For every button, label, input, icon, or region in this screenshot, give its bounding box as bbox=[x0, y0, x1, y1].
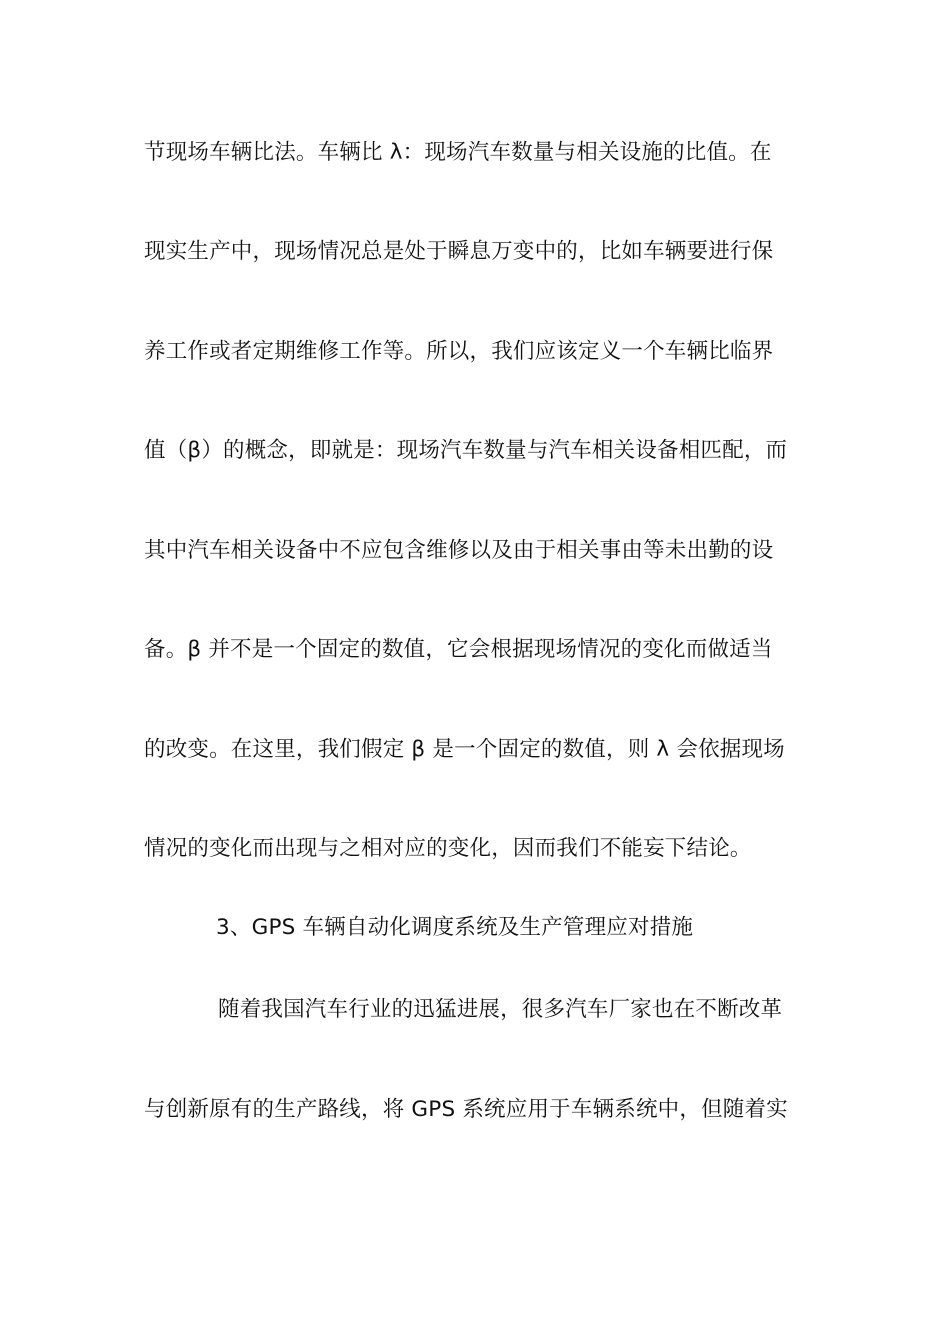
body-text-line: 备。β 并不是一个固定的数值，它会根据现场情况的变化而做适当 bbox=[144, 637, 773, 662]
body-text-line: 的改变。在这里，我们假定 β 是一个固定的数值，则 λ 会依据现场 bbox=[144, 737, 785, 762]
body-text-line: 节现场车辆比法。车辆比 λ：现场汽车数量与相关设施的比值。在 bbox=[144, 140, 772, 165]
body-text-line: 其中汽车相关设备中不应包含维修以及由于相关事由等未出勤的设 bbox=[144, 538, 774, 563]
section-heading: 3、GPS 车辆自动化调度系统及生产管理应对措施 bbox=[216, 915, 694, 940]
paragraph-first-line: 随着我国汽车行业的迅猛进展，很多汽车厂家也在不断改革 bbox=[218, 997, 783, 1022]
body-text-line: 现实生产中，现场情况总是处于瞬息万变中的，比如车辆要进行保 bbox=[144, 239, 774, 264]
body-text-line: 值（β）的概念，即就是：现场汽车数量与汽车相关设备相匹配，而 bbox=[144, 438, 788, 463]
body-text-line: 养工作或者定期维修工作等。所以，我们应该定义一个车辆比临界 bbox=[144, 339, 774, 364]
body-text-line: 与创新原有的生产路线，将 GPS 系统应用于车辆系统中，但随着实 bbox=[144, 1097, 788, 1122]
body-text-line: 情况的变化而出现与之相对应的变化，因而我们不能妄下结论。 bbox=[144, 836, 752, 861]
